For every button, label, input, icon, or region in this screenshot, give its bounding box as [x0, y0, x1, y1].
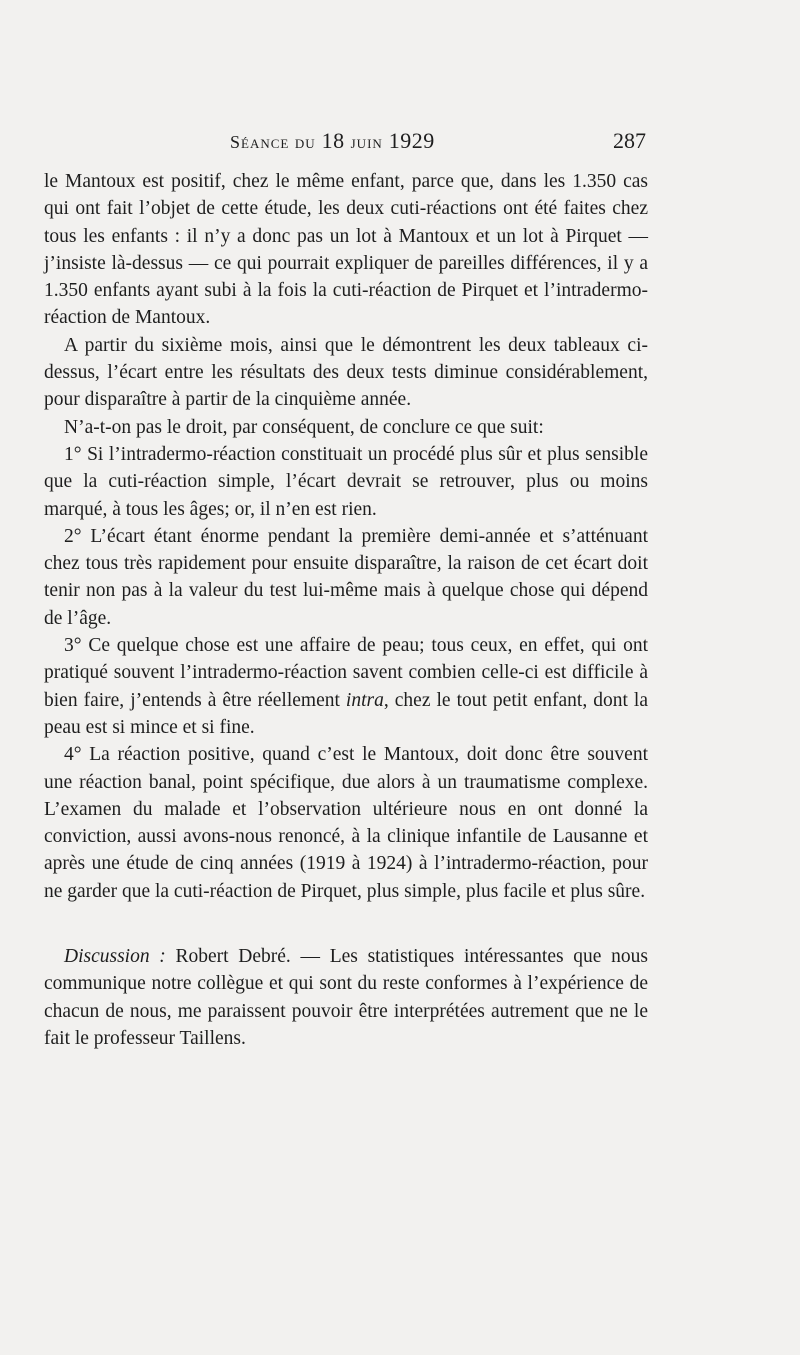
numbered-point-4: 4° La réaction positive, quand c’est le Mantoux, doit donc être souvent une réaction banal, point spécifique, due alors à un traumatisme complexe. L’examen du malade et l’observation ultérieure nous en ont donné la conviction, aussi avons-nous renoncé, à la clinique infantile de Lausanne et après une étude de cinq années (1919 à 1924) à l’intradermo-réaction, pour ne garder que la cuti-réaction de Pirquet, plus simple, plus facile et plus sûre.	[44, 744, 648, 902]
numbered-point-3	[44, 632, 648, 741]
header-title	[230, 128, 435, 154]
discussion-text: Robert Debré. — Les statistiques intéressantes que nous communique notre collègue et qui sont du reste conformes à l’expérience de chacun de nous, me paraissent pouvoir être interprétées autrement que ne le fait le professeur Taillens.	[44, 946, 648, 1049]
discussion-paragraph	[44, 943, 648, 1052]
header-day: 18	[321, 128, 345, 153]
running-header	[44, 128, 646, 158]
numbered-point-2: 2° L’écart étant énorme pendant la première demi-année et s’atténuant chez tous très rapidement pour ensuite disparaître, la raison de cet écart doit tenir non pas à la valeur du test lui-même mais à quelque chose qui dépend de l’âge.	[44, 525, 648, 629]
page-number: 287	[613, 128, 646, 153]
discussion-label: Discussion :	[64, 946, 166, 968]
point-3-text-end: , chez le tout petit enfant, dont la peau est si mince et si fine.	[44, 689, 648, 738]
point-3-italic: intra	[345, 689, 384, 711]
paragraph: A partir du sixième mois, ainsi que le démontrent les deux tableaux ci-dessus, l’écart entre les résultats des deux tests diminue considérablement, pour disparaître à partir de la cinquième année.	[44, 334, 648, 411]
body-text	[44, 168, 648, 1052]
header-year: 1929	[388, 128, 435, 153]
numbered-point-1: 1° Si l’intradermo-réaction constituait un procédé plus sûr et plus sensible que la cuti-réaction simple, l’écart devrait se retrouver, plus ou moins marqué, à tous les âges; or, il n’en est rien.	[44, 443, 648, 520]
paragraph: N’a-t-on pas le droit, par conséquent, de conclure ce que suit:	[64, 416, 544, 438]
header-month: juin	[350, 132, 383, 152]
header-seance: Séance du	[230, 132, 316, 152]
paragraph-continued: le Mantoux est positif, chez le même enfant, parce que, dans les 1.350 cas qui ont fait l’objet de cette étude, les deux cuti-réactions ont été faites chez tous les enfants : il n’y a donc pas un lot à Mantoux et un lot à Pirquet — j’insiste là-dessus — ce qui pourrait expliquer de pareilles différences, il y a 1.350 enfants ayant subi à la fois la cuti-réaction de Pirquet et l’intradermo-réaction de Mantoux.	[44, 171, 648, 329]
point-3-text: 3° Ce quelque chose est une affaire de peau; tous ceux, en effet, qui ont pratiqué souvent l’intradermo-réaction savent combien celle-ci est difficile à bien faire, j’entends à être réellement	[44, 635, 648, 711]
